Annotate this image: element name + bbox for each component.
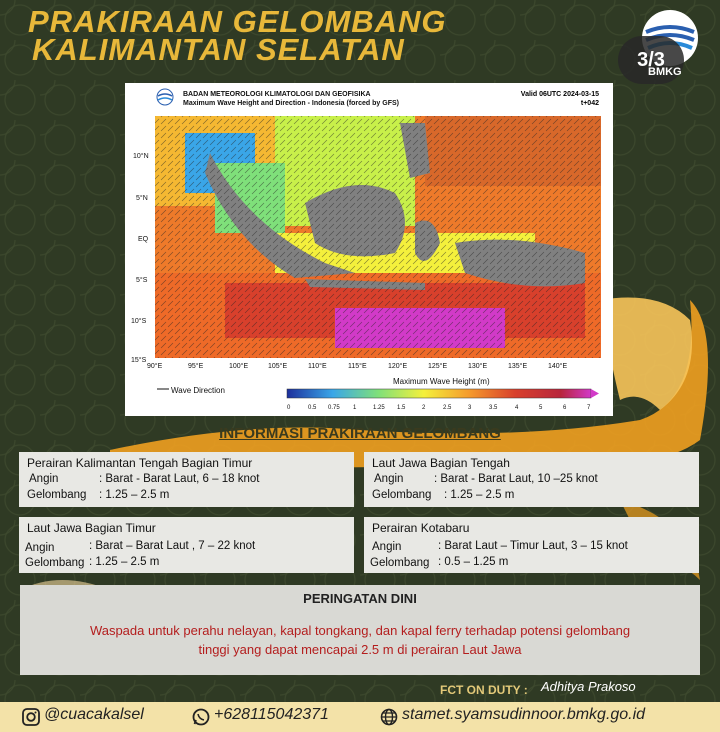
map-subtitle: Maximum Wave Height and Direction - Indonesia (forced by GFS): [183, 100, 399, 107]
gelombang-label: Gelombang: [27, 489, 87, 501]
legend-title: Maximum Wave Height (m): [393, 377, 490, 386]
lon-label: 100°E: [229, 363, 249, 370]
website-link[interactable]: stamet.syamsudinnoor.bmkg.go.id: [402, 706, 646, 723]
lon-label: 125°E: [428, 363, 448, 370]
map-lead: t+042: [580, 100, 599, 107]
angin-value: : Barat Laut – Timur Laut, 3 – 15 knot: [438, 540, 628, 552]
warning-line-2: tinggi yang dapat mencapai 2.5 m di perairan Laut Jawa: [198, 642, 522, 657]
lon-label: 140°E: [548, 363, 568, 370]
gelombang-label: Gelombang: [370, 557, 430, 569]
area-name: Laut Jawa Bagian Timur: [27, 521, 156, 535]
area-name: Laut Jawa Bagian Tengah: [372, 456, 510, 470]
angin-label: Angin: [372, 541, 402, 553]
lat-label: 15°S: [131, 357, 147, 364]
legend-tick: 1.5: [397, 405, 406, 411]
warning-box: [20, 585, 700, 675]
legend-tick: 0: [287, 405, 291, 411]
area-name: Perairan Kotabaru: [372, 521, 470, 535]
legend-tick: 2.5: [443, 405, 452, 411]
duty-name: Adhitya Prakoso: [541, 679, 636, 694]
legend-tick: 3.5: [489, 405, 498, 411]
wave-map: [125, 83, 613, 416]
legend-tick: 5: [539, 405, 543, 411]
legend-tick: 6: [563, 405, 567, 411]
legend-colorbar: [287, 389, 591, 398]
gelombang-value: : 1.25 – 2.5 m: [89, 556, 160, 568]
wave-direction-label: Wave Direction: [171, 386, 225, 395]
map-canvas: [125, 83, 613, 416]
map-agency: BADAN METEOROLOGI KLIMATOLOGI DAN GEOFISIKA: [183, 91, 371, 98]
info-title: INFORMASI PRAKIRAAN GELOMBANG: [219, 425, 501, 442]
warning-line-1: Waspada untuk perahu nelayan, kapal tongkang, dan kapal ferry terhadap potensi gelombang: [89, 623, 631, 638]
gelombang-value: : 1.25 – 2.5 m: [99, 489, 170, 501]
legend-tick: 2: [422, 405, 426, 411]
page-title: [28, 4, 447, 67]
page-indicator: 3/3: [618, 36, 684, 84]
legend-tick: 4: [515, 405, 519, 411]
lon-label: 135°E: [508, 363, 528, 370]
legend-tick: 3: [468, 405, 472, 411]
legend-tick: 7: [587, 405, 591, 411]
title-line-2: KALIMANTAN SELATAN: [32, 32, 405, 67]
angin-value: : Barat – Barat Laut , 7 – 22 knot: [89, 540, 256, 552]
angin-value: : Barat - Barat Laut, 6 – 18 knot: [99, 473, 260, 485]
lon-label: 130°E: [468, 363, 488, 370]
lon-label: 90°E: [147, 363, 163, 370]
area-name: Perairan Kalimantan Tengah Bagian Timur: [27, 456, 253, 470]
lat-label: EQ: [138, 236, 149, 243]
legend-tick: 1.25: [373, 405, 385, 411]
angin-label: Angin: [25, 542, 55, 554]
whatsapp-link[interactable]: +628115042371: [214, 706, 329, 723]
gelombang-value: : 0.5 – 1.25 m: [438, 556, 509, 568]
angin-label: Angin: [29, 473, 59, 485]
legend-arrow-icon: [591, 389, 599, 398]
logo-text: BMKG: [648, 66, 682, 78]
lat-label: 10°S: [131, 318, 147, 325]
footer: [0, 702, 720, 732]
area-box: [364, 452, 699, 507]
map-valid: Valid 06UTC 2024-03-15: [520, 91, 599, 98]
lon-label: 110°E: [308, 363, 327, 370]
instagram-icon: [22, 708, 40, 726]
lon-label: 120°E: [388, 363, 408, 370]
lat-label: 5°S: [136, 277, 148, 284]
duty-label: FCT ON DUTY :: [440, 683, 528, 697]
lat-label: 5°N: [136, 195, 148, 202]
area-box: [364, 517, 699, 573]
area-box: [19, 517, 354, 573]
whatsapp-icon: [192, 708, 210, 726]
warning-text: [30, 621, 690, 659]
area-box: [19, 452, 354, 507]
instagram-link[interactable]: @cuacakalsel: [44, 706, 144, 723]
angin-value: : Barat - Barat Laut, 10 –25 knot: [434, 473, 598, 485]
legend-tick: 0.75: [328, 405, 340, 411]
angin-label: Angin: [374, 473, 404, 485]
gelombang-value: : 1.25 – 2.5 m: [444, 489, 515, 501]
legend-tick: 0.5: [308, 405, 317, 411]
lat-label: 10°N: [133, 153, 149, 160]
globe-icon: [380, 708, 398, 726]
title-line-1: PRAKIRAAN GELOMBANG: [28, 4, 447, 39]
map-field: [155, 116, 601, 358]
legend-tick: 1: [353, 405, 357, 411]
lon-label: 95°E: [188, 363, 204, 370]
lon-label: 115°E: [348, 363, 367, 370]
gelombang-label: Gelombang: [25, 557, 85, 569]
gelombang-label: Gelombang: [372, 489, 432, 501]
warning-title: PERINGATAN DINI: [303, 591, 417, 606]
lon-label: 105°E: [268, 363, 288, 370]
